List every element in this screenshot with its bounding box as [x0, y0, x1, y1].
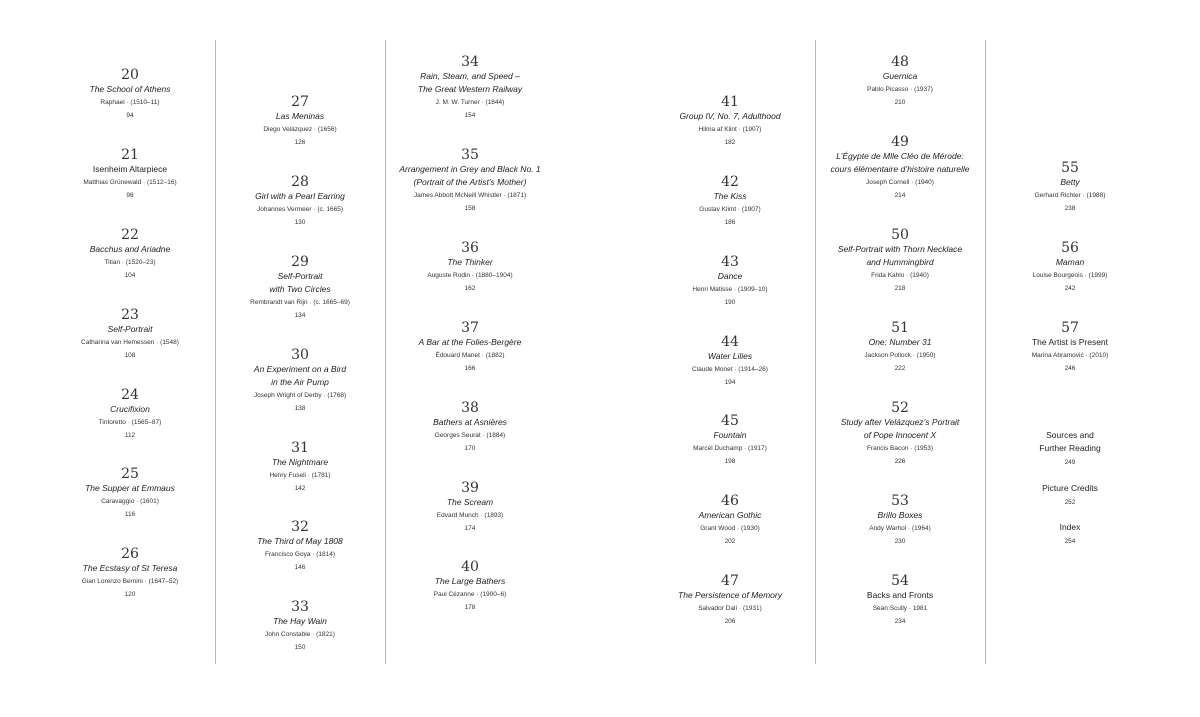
page-number: 214 — [894, 192, 906, 199]
toc-entry[interactable] — [635, 414, 825, 469]
artist-and-date: Édouard Manet · (1882) — [435, 352, 505, 359]
artwork-title — [635, 190, 825, 203]
artwork-title — [205, 110, 395, 123]
artist-and-date: Catharina van Hemessen · (1548) — [81, 339, 179, 346]
chapter-number: 55 — [1061, 160, 1079, 176]
chapter-number: 48 — [891, 54, 909, 70]
artwork-title-line: Fountain — [713, 430, 747, 440]
artwork-title — [205, 270, 395, 296]
toc-entry[interactable] — [375, 560, 565, 615]
artist-and-date: Johannes Vermeer · (c. 1665) — [257, 206, 343, 213]
page-number: 158 — [464, 205, 476, 212]
artwork-title-line: and Hummingbird — [866, 257, 934, 267]
artwork-title — [205, 363, 395, 389]
toc-entry[interactable] — [35, 547, 225, 602]
page-number: 218 — [894, 285, 906, 292]
toc-entry[interactable] — [375, 401, 565, 456]
artwork-title-line: A Bar at the Folies-Bergère — [418, 337, 522, 347]
artist-and-date: Salvador Dalí · (1931) — [698, 605, 762, 612]
artwork-title-line: The Supper at Emmaus — [85, 483, 175, 493]
toc-entry[interactable] — [205, 600, 395, 655]
page-number: 104 — [124, 272, 136, 279]
page-number: 206 — [724, 618, 736, 625]
artwork-title — [375, 575, 565, 588]
artwork-title — [375, 416, 565, 429]
artist-and-date: Marcel Duchamp · (1917) — [693, 445, 767, 452]
artwork-title — [635, 429, 825, 442]
artwork-title-line: Study after Velázquez’s Portrait — [840, 417, 960, 427]
artist-and-date: Matthias Grünewald · (1512–16) — [83, 179, 177, 186]
page-number: 146 — [294, 564, 306, 571]
toc-entry[interactable] — [805, 574, 995, 629]
page-number: 108 — [124, 352, 136, 359]
toc-entry[interactable] — [805, 228, 995, 296]
artwork-title-line: Group IV, No. 7, Adulthood — [679, 111, 781, 121]
page-number: 170 — [464, 445, 476, 452]
artwork-title-line: The Thinker — [447, 257, 493, 267]
toc-entry[interactable] — [205, 255, 395, 323]
artwork-title-line: An Experiment on a Bird — [253, 364, 347, 374]
toc-entry[interactable] — [975, 241, 1165, 296]
chapter-number: 30 — [291, 347, 309, 363]
artwork-title-line: The Kiss — [713, 191, 747, 201]
chapter-number: 45 — [721, 413, 739, 429]
page-number: 138 — [294, 405, 306, 412]
artwork-title-line: American Gothic — [698, 510, 762, 520]
page-number: 210 — [894, 99, 906, 106]
artist-and-date: Louise Bourgeois · (1999) — [1032, 272, 1108, 279]
toc-entry[interactable] — [375, 55, 565, 123]
artwork-title — [805, 509, 995, 522]
artwork-title — [35, 403, 225, 416]
page-number: 252 — [1064, 499, 1076, 506]
artwork-title-line: Arrangement in Grey and Black No. 1 — [399, 164, 541, 174]
artwork-title-line: Self-Portrait — [107, 324, 153, 334]
artwork-title-line: Maman — [1055, 257, 1085, 267]
artwork-title-line: Self-Portrait — [277, 271, 323, 281]
chapter-number: 31 — [291, 440, 309, 456]
artwork-title-line: The Third of May 1808 — [257, 536, 343, 546]
chapter-number: 38 — [461, 400, 479, 416]
artwork-title — [805, 150, 995, 176]
artwork-title — [635, 270, 825, 283]
back-matter-title-line: Sources and — [1046, 430, 1094, 440]
toc-entry[interactable] — [635, 574, 825, 629]
artwork-title-line: The Artist is Present — [1031, 337, 1109, 347]
artist-and-date: Georges Seurat · (1884) — [434, 432, 506, 439]
artwork-title — [635, 350, 825, 363]
chapter-number: 32 — [291, 519, 309, 535]
chapter-number: 33 — [291, 599, 309, 615]
chapter-number: 37 — [461, 320, 479, 336]
page-number: 120 — [124, 591, 136, 598]
toc-entry[interactable] — [35, 228, 225, 283]
artist-and-date: Joseph Wright of Derby · (1768) — [253, 392, 347, 399]
page-number: 202 — [724, 538, 736, 545]
page-number: 150 — [294, 644, 306, 651]
artist-and-date: Henry Fuseli · (1781) — [269, 472, 331, 479]
chapter-number: 23 — [121, 307, 139, 323]
page-number: 182 — [724, 139, 736, 146]
artwork-title — [805, 70, 995, 83]
artist-and-date: James Abbott McNeill Whistler · (1871) — [413, 192, 527, 199]
page-number: 194 — [724, 379, 736, 386]
page-number: 190 — [724, 299, 736, 306]
page-number: 116 — [124, 511, 136, 518]
chapter-number: 53 — [891, 493, 909, 509]
artist-and-date: Henri Matisse · (1909–10) — [692, 286, 768, 293]
artwork-title-line: Rain, Steam, and Speed – — [420, 71, 520, 81]
toc-entry[interactable] — [375, 321, 565, 376]
artwork-title — [375, 70, 565, 96]
chapter-number: 27 — [291, 94, 309, 110]
artwork-title — [375, 336, 565, 349]
page-number: 134 — [294, 312, 306, 319]
artwork-title — [635, 509, 825, 522]
artwork-title-line: The Hay Wain — [273, 616, 327, 626]
artist-and-date: Hilma af Klint · (1907) — [698, 126, 762, 133]
artwork-title-line: The Ecstasy of St Teresa — [82, 563, 178, 573]
artwork-title-line: Guernica — [882, 71, 918, 81]
toc-entry[interactable] — [635, 175, 825, 230]
artist-and-date: Paul Cézanne · (1900–6) — [433, 591, 507, 598]
toc-entry[interactable] — [375, 148, 565, 216]
artwork-title-line: Self-Portrait with Thorn Necklace — [837, 244, 963, 254]
page-number: 154 — [464, 112, 476, 119]
chapter-number: 26 — [121, 546, 139, 562]
artist-and-date: Andy Warhol · (1964) — [869, 525, 931, 532]
chapter-number: 36 — [461, 240, 479, 256]
artist-and-date: Gian Lorenzo Bernini · (1647–52) — [81, 578, 179, 585]
toc-entry[interactable] — [375, 241, 565, 296]
chapter-number: 29 — [291, 254, 309, 270]
artwork-title — [805, 336, 995, 349]
artwork-title-line: The Great Western Railway — [417, 84, 523, 94]
page-number: 186 — [724, 219, 736, 226]
artwork-title-line: with Two Circles — [269, 284, 331, 294]
artwork-title — [205, 615, 395, 628]
page-number: 249 — [1064, 459, 1076, 466]
artwork-title-line: (Portrait of the Artist’s Mother) — [413, 177, 527, 187]
artwork-title-line: Girl with a Pearl Earring — [255, 191, 345, 201]
artwork-title-line: L’Égypte de Mlle Cléo de Mérode: — [836, 151, 964, 161]
page-number: 234 — [894, 618, 906, 625]
artist-and-date: Frida Kahlo · (1940) — [871, 272, 929, 279]
artwork-title — [35, 243, 225, 256]
artwork-title-line: of Pope Innocent X — [863, 430, 937, 440]
toc-entry[interactable] — [635, 335, 825, 390]
chapter-number: 21 — [121, 147, 139, 163]
artist-and-date: Caravaggio · (1601) — [101, 498, 159, 505]
chapter-number: 22 — [121, 227, 139, 243]
artwork-title — [35, 83, 225, 96]
chapter-number: 35 — [461, 147, 479, 163]
chapter-number: 50 — [891, 227, 909, 243]
artist-and-date: Auguste Rodin · (1880–1904) — [427, 272, 513, 279]
toc-entry[interactable] — [805, 321, 995, 376]
artist-and-date: Gerhard Richter · (1988) — [1034, 192, 1106, 199]
artist-and-date: Claude Monet · (1914–26) — [692, 366, 768, 373]
page-number: 238 — [1064, 205, 1076, 212]
artwork-title-line: The Nightmare — [271, 457, 329, 467]
artwork-title — [205, 535, 395, 548]
artwork-title — [975, 176, 1165, 189]
artist-and-date: Edvard Munch · (1893) — [436, 512, 504, 519]
artist-and-date: Gustav Klimt · (1907) — [699, 206, 761, 213]
artwork-title-line: One: Number 31 — [868, 337, 932, 347]
artwork-title — [805, 589, 995, 602]
artwork-title-line: Crucifixion — [110, 404, 150, 414]
artist-and-date: Grant Wood · (1930) — [700, 525, 760, 532]
page-number: 162 — [464, 285, 476, 292]
artwork-title-line: Isenheim Altarpiece — [92, 164, 168, 174]
artwork-title-line: Brillo Boxes — [877, 510, 923, 520]
page-number: 166 — [464, 365, 476, 372]
toc-entry[interactable] — [635, 255, 825, 310]
back-matter-entry[interactable] — [990, 521, 1150, 549]
artwork-title — [635, 589, 825, 602]
chapter-number: 47 — [721, 573, 739, 589]
page-number: 254 — [1064, 538, 1076, 545]
artwork-title-line: Bathers at Asnières — [433, 417, 507, 427]
artwork-title-line: in the Air Pump — [271, 377, 329, 387]
toc-entry[interactable] — [35, 148, 225, 203]
chapter-number: 44 — [721, 334, 739, 350]
chapter-number: 42 — [721, 174, 739, 190]
artist-and-date: Rembrandt van Rijn · (c. 1665–69) — [250, 299, 350, 306]
artwork-title-line: Las Meninas — [275, 111, 325, 121]
artist-and-date: Marina Abramović · (2010) — [1031, 352, 1109, 359]
chapter-number: 57 — [1061, 320, 1079, 336]
back-matter-title-line: Further Reading — [1039, 443, 1101, 453]
page-number: 94 — [126, 112, 134, 119]
toc-entry[interactable] — [635, 494, 825, 549]
artist-and-date: Pablo Picasso · (1937) — [867, 86, 933, 93]
artwork-title-line: Dance — [717, 271, 743, 281]
artist-and-date: John Constable · (1821) — [265, 631, 335, 638]
artwork-title-line: The Large Bathers — [434, 576, 506, 586]
chapter-number: 40 — [461, 559, 479, 575]
artwork-title-line: Backs and Fronts — [866, 590, 934, 600]
chapter-number: 46 — [721, 493, 739, 509]
chapter-number: 56 — [1061, 240, 1079, 256]
toc-entry[interactable] — [205, 175, 395, 230]
artwork-title — [635, 110, 825, 123]
chapter-number: 49 — [891, 134, 909, 150]
artwork-title — [205, 456, 395, 469]
artwork-title-line: Bacchus and Ariadne — [89, 244, 171, 254]
artist-and-date: Francisco Goya · (1814) — [264, 551, 336, 558]
toc-entry[interactable] — [805, 494, 995, 549]
toc-entry[interactable] — [205, 520, 395, 575]
chapter-number: 34 — [461, 54, 479, 70]
page-number: 246 — [1064, 365, 1076, 372]
artist-and-date: Francis Bacon · (1953) — [866, 445, 934, 452]
page-number: 222 — [894, 365, 906, 372]
toc-entry[interactable] — [205, 441, 395, 496]
artwork-title-line: Betty — [1060, 177, 1080, 187]
artist-and-date: Joseph Cornell · (1940) — [866, 179, 934, 186]
toc-entry[interactable] — [205, 348, 395, 416]
back-matter-title-line: Picture Credits — [1042, 483, 1098, 493]
toc-entry[interactable] — [635, 95, 825, 150]
toc-entry[interactable] — [805, 55, 995, 110]
artwork-title — [35, 163, 225, 176]
artist-and-date: Diego Velázquez · (1656) — [263, 126, 337, 133]
artwork-title-line: Water Lilies — [707, 351, 753, 361]
chapter-number: 52 — [891, 400, 909, 416]
artist-and-date: Jackson Pollock · (1950) — [864, 352, 936, 359]
toc-entry[interactable] — [35, 308, 225, 363]
chapter-number: 41 — [721, 94, 739, 110]
toc-entry[interactable] — [805, 135, 995, 203]
page-number: 142 — [294, 485, 306, 492]
chapter-number: 25 — [121, 466, 139, 482]
back-matter-title-line: Index — [1059, 522, 1081, 532]
artist-and-date: Raphael · (1510–11) — [100, 99, 160, 106]
page-number: 174 — [464, 525, 476, 532]
artwork-title — [35, 323, 225, 336]
artwork-title — [805, 243, 995, 269]
artwork-title — [375, 256, 565, 269]
page-number: 178 — [464, 604, 476, 611]
chapter-number: 54 — [891, 573, 909, 589]
artwork-title — [375, 496, 565, 509]
artwork-title — [375, 163, 565, 189]
artwork-title — [805, 416, 995, 442]
toc-entry[interactable] — [375, 481, 565, 536]
chapter-number: 24 — [121, 387, 139, 403]
artist-and-date: J. M. W. Turner · (1844) — [435, 99, 505, 106]
chapter-number: 39 — [461, 480, 479, 496]
page-number: 242 — [1064, 285, 1076, 292]
artwork-title — [35, 562, 225, 575]
page-number: 226 — [894, 458, 906, 465]
artist-and-date: Sean Scully · 1981 — [872, 605, 928, 612]
artist-and-date: Tintoretto · (1565–87) — [98, 419, 162, 426]
artwork-title — [205, 190, 395, 203]
back-matter-entry[interactable] — [990, 429, 1150, 470]
page-number: 126 — [294, 139, 306, 146]
artwork-title-line: cours élémentaire d’histoire naturelle — [830, 164, 970, 174]
artwork-title-line: The School of Athens — [89, 84, 171, 94]
toc-entry[interactable] — [975, 161, 1165, 216]
page-number: 98 — [126, 192, 134, 199]
artwork-title — [35, 482, 225, 495]
back-matter-entry[interactable] — [990, 482, 1150, 510]
artwork-title — [975, 256, 1165, 269]
chapter-number: 51 — [891, 320, 909, 336]
toc-entry[interactable] — [35, 467, 225, 522]
chapter-number: 28 — [291, 174, 309, 190]
toc-entry[interactable] — [975, 321, 1165, 376]
chapter-number: 20 — [121, 67, 139, 83]
toc-entry[interactable] — [35, 68, 225, 123]
page-number: 198 — [724, 458, 736, 465]
artwork-title-line: The Persistence of Memory — [678, 590, 782, 600]
toc-entry[interactable] — [805, 401, 995, 469]
page-number: 230 — [894, 538, 906, 545]
chapter-number: 43 — [721, 254, 739, 270]
toc-entry[interactable] — [205, 95, 395, 150]
toc-entry[interactable] — [35, 388, 225, 443]
artist-and-date: Titian · (1520–23) — [104, 259, 156, 266]
page-number: 130 — [294, 219, 306, 226]
artwork-title-line: The Scream — [446, 497, 494, 507]
page-number: 112 — [124, 432, 136, 439]
artwork-title — [975, 336, 1165, 349]
